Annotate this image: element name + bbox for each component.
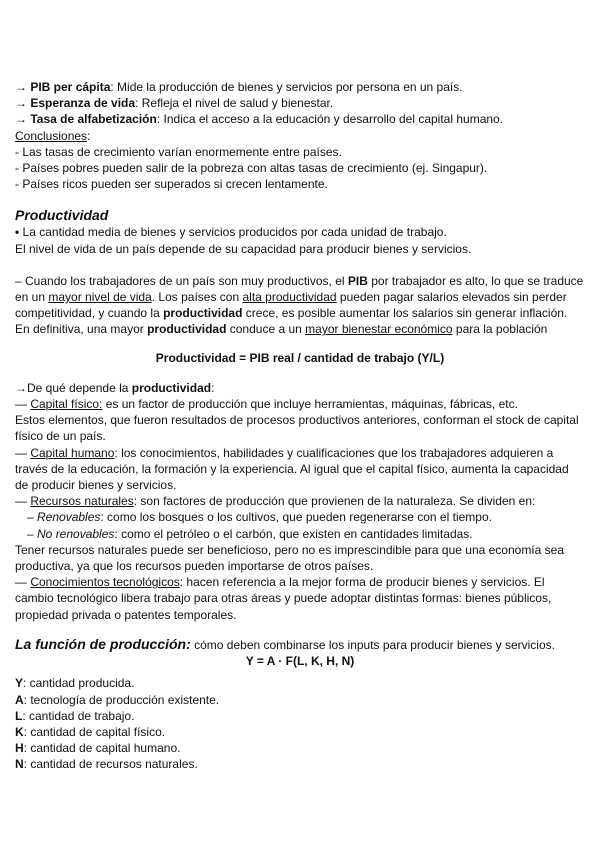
dash: —: [15, 445, 31, 460]
dash: —: [15, 494, 31, 509]
bold-text: productividad: [163, 306, 243, 321]
variable-description: : cantidad producida.: [23, 676, 135, 691]
term: Tasa de alfabetización: [30, 112, 157, 127]
recursos-naturales-detail: Tener recursos naturales puede ser beneficioso, pero no es imprescindible para que una economía sea productiva, ya que los recursos pueden importarse de otros países.: [15, 542, 564, 574]
arrow: →: [15, 96, 31, 111]
productividad-definition: [15, 224, 585, 240]
underlined-text: mayor nivel de vida: [48, 290, 152, 305]
variable-symbol: K: [15, 724, 24, 739]
text: cómo deben combinarse los inputs para producir bienes y servicios.: [190, 637, 555, 652]
variable-item: [15, 724, 585, 740]
conclusion-item: - Países pobres pueden salir de la pobreza con altas tasas de crecimiento (ej. Singapur).: [15, 161, 488, 176]
italic-text: No renovables: [37, 526, 115, 541]
arrow: →: [15, 112, 31, 127]
text: por trabajador es alto, lo que se traduce en un: [15, 273, 584, 305]
productividad-heading: Productividad: [15, 207, 109, 224]
bullet: •: [15, 225, 23, 240]
text: para la población: [452, 322, 548, 337]
text: conduce a un: [226, 322, 306, 337]
arrow: →: [15, 80, 31, 94]
renovables-line: [15, 509, 585, 525]
capital-humano-line: [15, 445, 585, 494]
text: : hacen referencia a la mejor forma de producir bienes y servicios. El cambio tecnológico libera trabajo para otras áreas y puede adoptar distintas formas: bienes públicos, propiedad privada o patentes temporales.: [15, 575, 552, 622]
bold-text: productividad: [147, 322, 227, 337]
variable-symbol: Y: [15, 676, 24, 691]
heading-text: La función de producción:: [15, 635, 191, 652]
text: En definitiva, una mayor: [15, 322, 148, 337]
term: PIB per cápita: [30, 80, 111, 94]
dash: –: [27, 526, 38, 541]
capital-fisico-line: [15, 396, 585, 412]
term: Esperanza de vida: [30, 96, 136, 111]
recursos-naturales-line: [15, 493, 585, 509]
variable-description: : tecnología de producción existente.: [23, 692, 220, 707]
variable-item: [15, 756, 585, 772]
underlined-text: Conocimientos tecnológicos: [30, 575, 180, 590]
funcion-formula: Y = A · F(L, K, H, N): [245, 654, 355, 669]
alfabetizacion-line: [15, 111, 585, 127]
text: :: [211, 380, 215, 395]
variable-description: : cantidad de trabajo.: [22, 708, 135, 723]
text: pueden pagar salarios elevados sin perder competitividad, y cuando la: [15, 290, 567, 321]
conocimientos-tecnologicos-line: [15, 574, 585, 623]
conclusion-item: - Las tasas de crecimiento varían enormemente entre países.: [15, 144, 342, 159]
productividad-paragraph: [15, 273, 585, 322]
bold-text: PIB: [347, 273, 368, 288]
variable-description: : cantidad de capital físico.: [23, 724, 166, 739]
depende-question: [15, 380, 585, 396]
text: La cantidad media de bienes y servicios producidos por cada unidad de trabajo.: [22, 225, 447, 240]
text: . Los países con: [151, 290, 243, 305]
conclusiones-label: [15, 128, 585, 144]
text: – Cuando los trabajadores de un país son muy productivos, el: [15, 273, 348, 288]
capital-fisico-detail: Estos elementos, que fueron resultados de procesos productivos anteriores, conforman el stock de capital físico de un país.: [15, 413, 579, 444]
text: : son factores de producción que provienen de la naturaleza. Se dividen en:: [133, 494, 536, 509]
definition: : Mide la producción de bienes y servicios por persona en un país.: [110, 80, 463, 94]
document-page: [15, 79, 585, 773]
variable-item: [15, 740, 585, 756]
variable-symbol: N: [15, 757, 24, 772]
variable-item: [15, 692, 585, 708]
underlined-text: Capital físico:: [30, 397, 103, 412]
underlined-text: mayor bienestar económico: [305, 322, 453, 337]
underlined-text: alta productividad: [242, 290, 337, 305]
text: :: [87, 128, 91, 143]
definition: : Refleja el nivel de salud y bienestar.: [135, 96, 334, 111]
variable-description: : cantidad de capital humano.: [23, 741, 181, 756]
underlined-text: Recursos naturales: [30, 494, 134, 509]
pib-per-capita-line: [15, 79, 585, 95]
variable-description: : cantidad de recursos naturales.: [23, 757, 198, 772]
italic-text: Renovables: [37, 510, 101, 525]
underlined-text: Capital humano: [30, 445, 115, 460]
text: →De qué depende la: [15, 380, 132, 395]
variable-symbol: H: [15, 741, 24, 756]
variable-item: [15, 708, 585, 724]
esperanza-vida-line: [15, 95, 585, 111]
variable-symbol: A: [15, 692, 24, 707]
variable-item: [15, 675, 585, 691]
no-renovables-line: [15, 526, 585, 542]
dash: –: [27, 510, 38, 525]
productividad-conclusion: [15, 321, 585, 337]
conclusion-item: - Países ricos pueden ser superados si crecen lentamente.: [15, 177, 328, 192]
variable-symbol: L: [15, 708, 23, 723]
text: : los conocimientos, habilidades y cualificaciones que los trabajadores adquieren a través de la educación, la formación y la experiencia. Al igual que el capital físico, aumenta la capacidad de producir bienes y servicios.: [15, 445, 569, 493]
text: : como los bosques o los cultivos, que pueden regenerarse con el tiempo.: [100, 510, 492, 525]
dash: —: [15, 575, 31, 590]
dash: —: [15, 397, 31, 412]
productividad-definition-2: El nivel de vida de un país depende de su capacidad para producir bienes y servicios.: [15, 241, 472, 256]
funcion-produccion-heading: [15, 635, 585, 653]
bold-text: productividad: [131, 380, 212, 395]
text: es un factor de producción que incluye herramientas, máquinas, fábricas, etc.: [102, 397, 518, 412]
underlined-text: Conclusiones: [15, 128, 88, 143]
productividad-formula: Productividad = PIB real / cantidad de trabajo (Y/L): [155, 350, 445, 365]
definition: : Indica el acceso a la educación y desarrollo del capital humano.: [156, 112, 504, 127]
text: : como el petróleo o el carbón, que existen en cantidades limitadas.: [114, 526, 473, 541]
text: crece, es posible aumentar los salarios sin generar inflación.: [242, 306, 568, 321]
